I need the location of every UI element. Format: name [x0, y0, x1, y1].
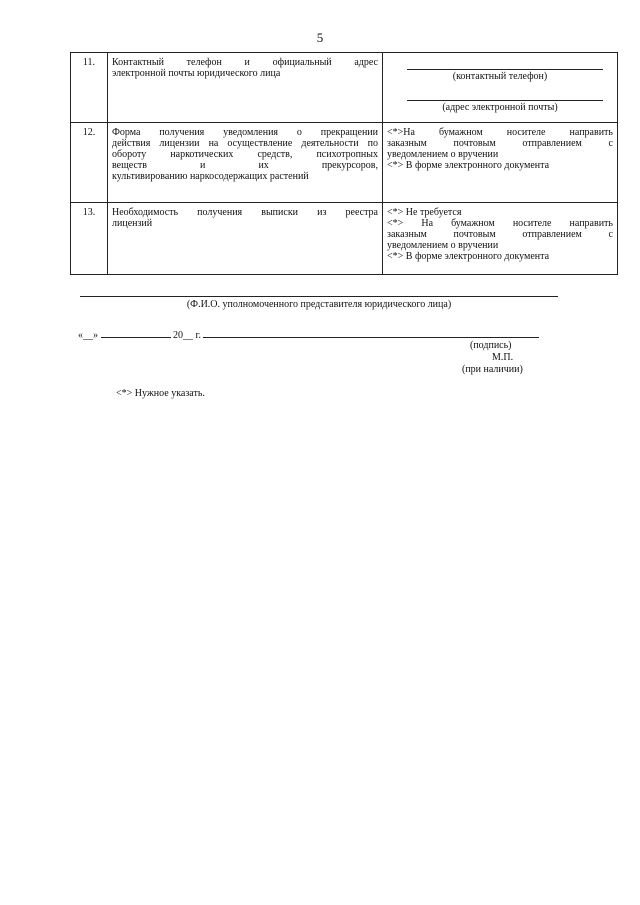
label-line: лицензий [112, 218, 153, 229]
option-electronic[interactable]: <*> В форме электронного документа [387, 251, 550, 262]
option-line: уведомлением о вручении [387, 240, 499, 251]
signature-caption: (подпись) [470, 340, 512, 351]
page-number: 5 [316, 30, 324, 45]
stamp-note: (при наличии) [462, 364, 523, 375]
date-month-line[interactable] [101, 328, 171, 338]
table-row-11 [71, 53, 618, 123]
table-row-12 [71, 123, 618, 203]
option-paper[interactable]: <*>На бумажном носителе направить [387, 127, 613, 138]
option-electronic[interactable]: <*> В форме электронного документа [387, 160, 550, 171]
label-line: обороту наркотических средств, психотропных [112, 149, 378, 160]
row-value [383, 203, 618, 275]
label-line: Форма получения уведомления о прекращении [112, 127, 378, 138]
row-label [108, 203, 383, 275]
option-line: заказным почтовым отправлением с [387, 138, 613, 149]
date-year: 20__ г. [173, 330, 201, 341]
email-field-line[interactable] [407, 88, 603, 101]
date-day: «__» [78, 330, 98, 341]
option-line: уведомлением о вручении [387, 149, 499, 160]
option-line: заказным почтовым отправлением с [387, 229, 613, 240]
row-label [108, 53, 383, 123]
table-row-13 [71, 203, 618, 275]
label-line: электронной почты юридического лица [112, 68, 281, 79]
representative-name-line[interactable] [80, 296, 558, 297]
email-caption: (адрес электронной почты) [442, 102, 558, 113]
phone-caption: (контактный телефон) [452, 71, 548, 82]
application-table [70, 52, 618, 275]
row-number: 12. [71, 123, 108, 203]
row-label [108, 123, 383, 203]
signature-line[interactable] [203, 328, 539, 338]
option-not-required[interactable]: <*> Не требуется [387, 207, 462, 218]
label-line: действия лицензии на осуществление деятельности по [112, 138, 378, 149]
row-value [383, 123, 618, 203]
label-line: веществ и их прекурсоров, [112, 160, 378, 171]
stamp-label: М.П. [492, 352, 514, 363]
label-line: Контактный телефон и официальный адрес [112, 57, 378, 68]
row-number: 11. [71, 53, 108, 123]
label-line: культивированию наркосодержащих растений [112, 171, 309, 182]
footnote: <*> Нужное указать. [116, 388, 205, 399]
phone-field-line[interactable] [407, 57, 603, 70]
option-paper[interactable]: <*> На бумажном носителе направить [387, 218, 613, 229]
row-number: 13. [71, 203, 108, 275]
row-value [383, 53, 618, 123]
label-line: Необходимость получения выписки из реестра [112, 207, 378, 218]
representative-caption: (Ф.И.О. уполномоченного представителя юридического лица) [186, 299, 452, 310]
